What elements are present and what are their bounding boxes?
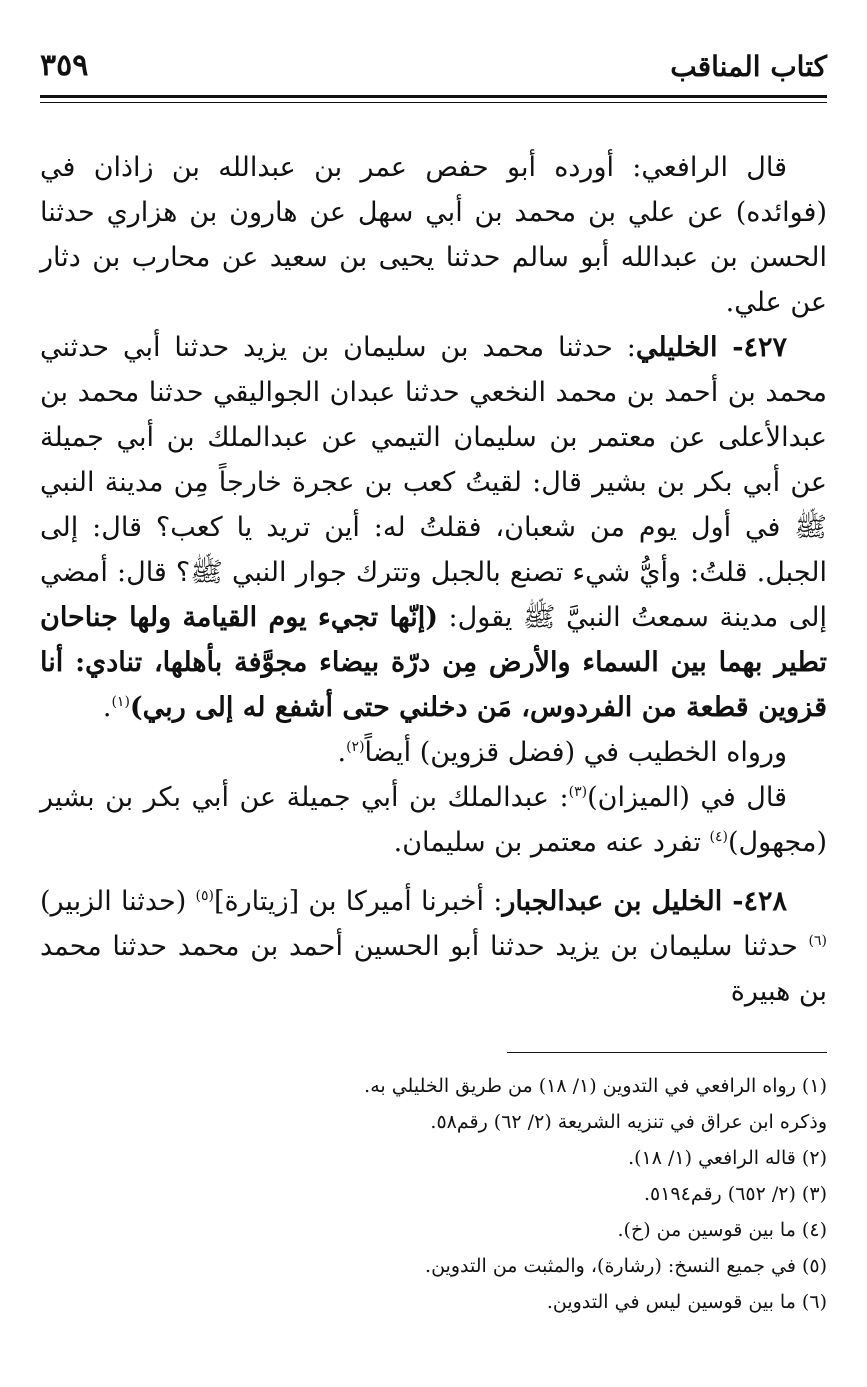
hadith-number: ٤٢٧-: [717, 332, 787, 363]
page-header: [40, 40, 827, 90]
paragraph-rafii: [40, 145, 827, 325]
footnote-separator: [507, 1052, 827, 1053]
paragraph-text: تفرد عنه معتمر بن سليمان.: [393, 827, 710, 858]
paragraph-gap: [40, 865, 827, 879]
paragraph-text: ورواه الخطيب في (فضل قزوين) أيضاً: [364, 737, 787, 768]
page-number: ٣٥٩: [40, 48, 89, 83]
paragraph-text: : أخبرنا أميركا بن [زيتارة]: [213, 886, 503, 917]
main-text: [40, 145, 827, 1014]
header-rule-thick: [40, 95, 827, 98]
footnote-4: (٤) ما بين قوسين من (خ).: [617, 1219, 827, 1241]
paragraph-end: .: [102, 692, 112, 723]
footnote-ref: (٥): [195, 888, 214, 904]
paragraph-text: (حدثنا الزبير): [40, 886, 196, 917]
paragraph-text: قال في (الميزان): [587, 782, 787, 813]
hadith-quote: (إنّها تجيء يوم القيامة ولها جناحان تطير بهما بين السماء والأرض مِن درّة بيضاء مجوَّفة بأهلها، تنادي: أنا قزوين قطعة من الفردوس، مَن دخلني حتى أشفع له إلى ربي): [40, 602, 827, 723]
footnote-ref: (٦): [808, 933, 827, 949]
footnote-2: (٢) قاله الرافعي (١/ ١٨).: [628, 1147, 827, 1169]
footnote-5: (٥) في جميع النسخ: (رشارة)، والمثبت من التدوين.: [425, 1255, 827, 1277]
paragraph-end: .: [337, 737, 347, 768]
source-name: الخليل بن عبدالجبار: [502, 886, 723, 917]
footnotes: [40, 1068, 827, 1320]
chapter-title: كتاب المناقب: [670, 50, 827, 83]
footnote-1: (١) رواه الرافعي في التدوين (١/ ١٨) من طريق الخليلي به.: [364, 1075, 827, 1097]
footnote-ref: (٤): [709, 829, 729, 845]
paragraph-text: قال الرافعي: أورده أبو حفص عمر بن عبدالله بن زاذان في (فوائده) عن علي بن محمد بن أبي سهل عن هارون بن هزاري حدثنا الحسن بن عبدالله أبو سالم حدثنا يحيى بن سعيد عن محارب بن دثار عن علي.: [40, 152, 827, 318]
paragraph-text: حدثنا سليمان بن يزيد حدثنا أبو الحسين أحمد بن محمد حدثنا محمد بن هبيرة: [40, 931, 827, 1007]
hadith-number: ٤٢٨-: [722, 886, 787, 917]
footnote-3: (٣) (٢/ ٦٥٢) رقم٥١٩٤.: [643, 1183, 827, 1205]
header-rule-thin: [40, 102, 827, 103]
paragraph-text: : حدثنا محمد بن سليمان بن يزيد حدثنا أبي حدثني محمد بن أحمد بن محمد النخعي حدثنا عبدان الجواليقي حدثنا محمد بن عبدالأعلى عن معتمر بن سليمان التيمي عن عبدالملك بن أبي جميلة عن أبي بكر بن بشير قال: لقيتُ كعب بن عجرة خارجاً مِن مدينة النبي ﷺ في أول يوم من شعبان، فقلتُ له: أين تريد يا كعب؟ قال: إلى الجبل. قلتُ: وأيُّ شيء تصنع بالجبل وتترك جوار النبي ﷺ؟ قال: أمضي إلى مدينة سمعتُ النبيَّ ﷺ يقول:: [40, 332, 827, 633]
footnote-6: (٦) ما بين قوسين ليس في التدوين.: [546, 1291, 827, 1313]
paragraph-khatib: [40, 730, 827, 775]
paragraph-428: [40, 879, 827, 1014]
footnote-ref: (٢): [346, 739, 365, 755]
paragraph-text: : عبدالملك بن أبي جميلة عن أبي بكر بن بشير (مجهول): [40, 782, 827, 858]
footnote-1-continued: وذكره ابن عراق في تنزيه الشريعة (٢/ ٦٢) رقم٥٨.: [430, 1111, 827, 1133]
footnote-ref: (١): [111, 694, 130, 710]
source-name: الخليلي: [635, 332, 718, 363]
footnote-ref: (٣): [568, 784, 588, 800]
paragraph-427: [40, 325, 827, 730]
paragraph-mizan: [40, 775, 827, 865]
